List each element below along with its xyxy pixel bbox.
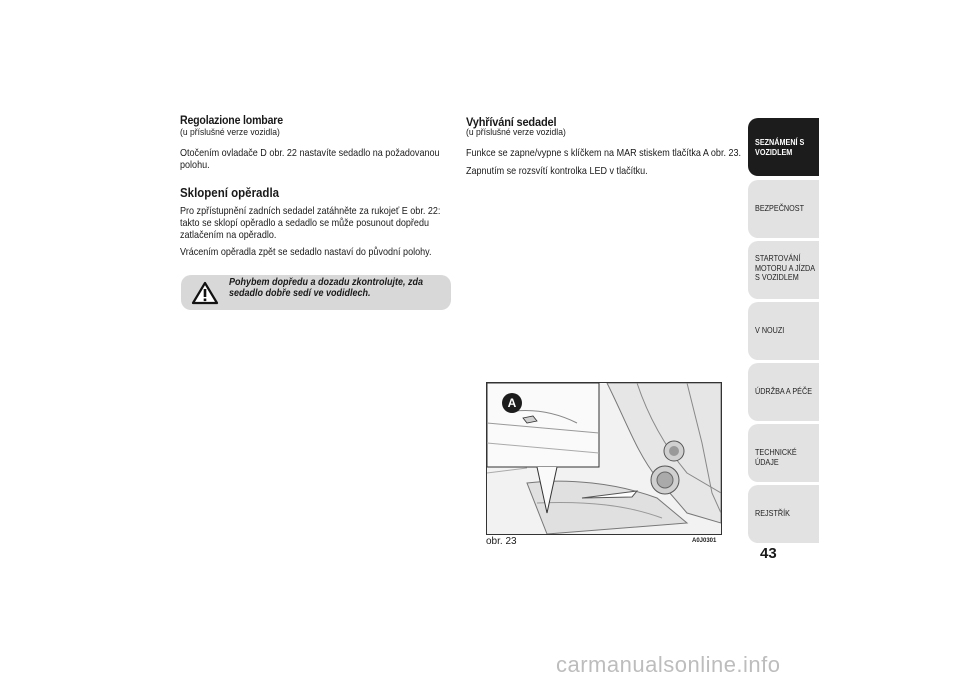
tab-v-nouzi[interactable] [748,302,819,360]
figure-seat-heating [486,382,722,535]
figure-caption: obr. 23 [486,536,517,547]
section-subtitle-lumbar: (u příslušné verze vozidla) [180,127,280,138]
callout-a: A [502,393,522,413]
tab-bezpecnost[interactable] [748,180,819,238]
seat-illustration [487,383,721,534]
watermark: carmanualsonline.info [556,652,781,677]
tab-udrzba[interactable] [748,363,819,421]
tab-label: SEZNÁMENÍ S VOZIDLEM [755,137,805,157]
section-subtitle-heating: (u příslušné verze vozidla) [466,127,566,138]
tab-rejstrik[interactable] [748,485,819,543]
tab-seznameni-s-vozidlem[interactable] [748,118,819,176]
section-title-lumbar: Regolazione lombare [180,115,283,127]
paragraph-lumbar: Otočením ovladače D obr. 22 nastavíte sedadlo na požadovanou polohu. [180,147,440,171]
tab-technicke-udaje[interactable] [748,424,819,482]
paragraph-backrest: Pro zpřístupnění zadních sedadel zatáhněte za rukojeť E obr. 22: takto se sklopí opěradlo a sedadlo se může posunout dopředu zatlačením na opěradlo. [180,205,441,241]
page-number: 43 [760,545,777,562]
tab-label: V NOUZI [755,325,785,335]
section-title-backrest: Sklopení opěradla [180,186,280,200]
tab-startovani[interactable] [748,241,819,299]
paragraph-heating-2: Zapnutím se rozsvítí kontrolka LED v tlačítku. [466,165,648,177]
section-title-heating: Vyhřívání sedadel [466,115,557,129]
tab-label: REJSTŘÍK [755,508,790,518]
figure-code: A0J0301 [692,538,717,544]
warning-triangle-icon [191,281,219,305]
tab-label: ÚDRŽBA A PÉČE [755,386,813,396]
paragraph-heating-1: Funkce se zapne/vypne s klíčkem na MAR stiskem tlačítka A obr. 23. [466,147,742,159]
tab-label: STARTOVÁNÍ MOTORU A JÍZDA S VOZIDLEM [755,253,815,282]
warning-text: Pohybem dopředu a dozadu zkontrolujte, zda sedadlo dobře sedí ve vodidlech. [229,277,424,299]
tab-label: TECHNICKÉ ÚDAJE [755,447,797,467]
paragraph-backrest-return: Vrácením opěradla zpět se sedadlo nastaví do původní polohy. [180,246,432,258]
tab-label: BEZPEČNOST [755,203,804,213]
